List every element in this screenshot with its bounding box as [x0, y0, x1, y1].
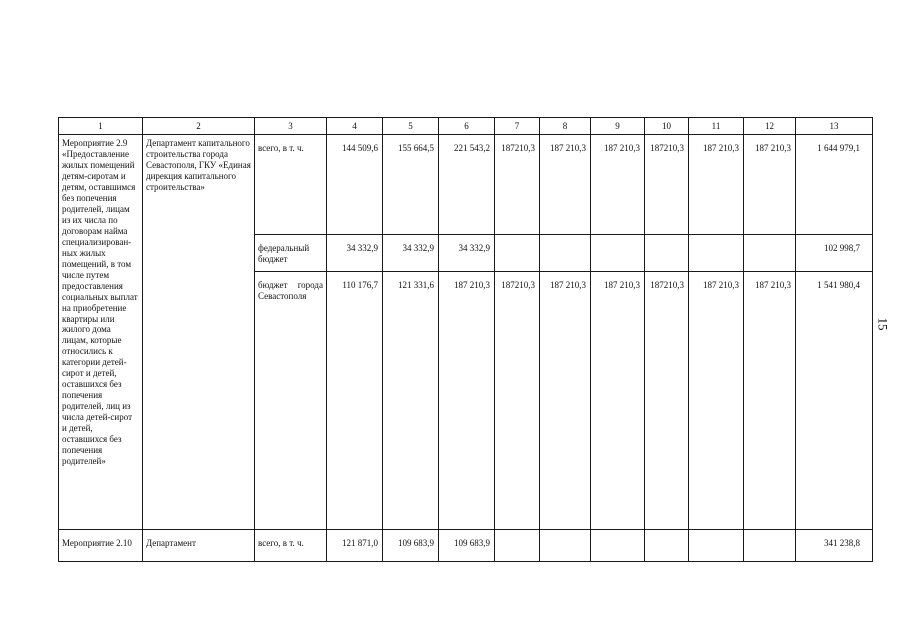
- total-cell: 1 644 979,1: [796, 135, 873, 235]
- col-header-4: 4: [327, 118, 383, 135]
- value-cell: 187 210,3: [439, 272, 495, 530]
- value-cell: 187 210,3: [689, 272, 744, 530]
- col-header-10: 10: [645, 118, 689, 135]
- col-header-12: 12: [744, 118, 796, 135]
- value-cell: 187210,3: [495, 135, 540, 235]
- value-cell: 34 332,9: [439, 235, 495, 272]
- value-cell: [744, 530, 796, 562]
- value-cell: [689, 530, 744, 562]
- funding-source-line: бюджет города: [258, 280, 323, 290]
- value-cell: [540, 235, 591, 272]
- total-cell: 341 238,8: [796, 530, 873, 562]
- total-cell: 1 541 980,4: [796, 272, 873, 530]
- value-cell: [591, 530, 645, 562]
- value-cell: 187 210,3: [689, 135, 744, 235]
- value-cell: [744, 235, 796, 272]
- value-cell: 187210,3: [645, 272, 689, 530]
- value-cell: [591, 235, 645, 272]
- executor-cell: Департамент капитального строительства города Севастополя, ГКУ «Единая дирекция капитального строительства»: [143, 135, 255, 530]
- funding-source-line: бюджет: [258, 253, 288, 264]
- value-cell: [495, 530, 540, 562]
- page-number: 15: [875, 317, 891, 331]
- total-cell: 102 998,7: [796, 235, 873, 272]
- value-cell: [645, 235, 689, 272]
- executor-cell: Департамент: [143, 530, 255, 562]
- funding-source-cell: [255, 235, 327, 272]
- value-cell: 121 331,6: [383, 272, 439, 530]
- funding-source-cell: [255, 272, 327, 530]
- value-cell: [645, 530, 689, 562]
- value-cell: 187 210,3: [591, 135, 645, 235]
- value-cell: 187 210,3: [591, 272, 645, 530]
- value-cell: 187210,3: [645, 135, 689, 235]
- funding-source-line: Севастополя: [258, 290, 307, 301]
- col-header-3: 3: [255, 118, 327, 135]
- value-cell: 109 683,9: [439, 530, 495, 562]
- funding-source-line: федеральный: [258, 243, 310, 253]
- col-header-8: 8: [540, 118, 591, 135]
- column-header-row: [59, 118, 873, 135]
- measure-name-cell: Мероприятие 2.10: [59, 530, 143, 562]
- value-cell: 144 509,6: [327, 135, 383, 235]
- col-header-7: 7: [495, 118, 540, 135]
- col-header-6: 6: [439, 118, 495, 135]
- value-cell: 187 210,3: [540, 272, 591, 530]
- col-header-2: 2: [143, 118, 255, 135]
- value-cell: 110 176,7: [327, 272, 383, 530]
- funding-source-cell: всего, в т. ч.: [255, 530, 327, 562]
- table-row: [59, 530, 873, 562]
- measure-name-cell: Мероприятие 2.9 «Предоставление жилых помещений детям-сиротам и детям, оставшимся без попечения родителей, лицам из их числа по договорам найма специализирован-ных жилых помещений, в том числе путем предоставления социальных выплат на приобретение квартиры или жилого дома лицам, которые относились к категории детей-сирот и детей, оставшихся без попечения родителей, лиц из числа детей-сирот и детей, оставшихся без попечения родителей»: [59, 135, 143, 530]
- value-cell: [495, 235, 540, 272]
- value-cell: [540, 530, 591, 562]
- budget-table: [58, 117, 873, 562]
- col-header-9: 9: [591, 118, 645, 135]
- value-cell: 121 871,0: [327, 530, 383, 562]
- col-header-11: 11: [689, 118, 744, 135]
- col-header-1: 1: [59, 118, 143, 135]
- value-cell: 187210,3: [495, 272, 540, 530]
- value-cell: 187 210,3: [744, 135, 796, 235]
- value-cell: 109 683,9: [383, 530, 439, 562]
- value-cell: 187 210,3: [540, 135, 591, 235]
- value-cell: 34 332,9: [327, 235, 383, 272]
- col-header-5: 5: [383, 118, 439, 135]
- table-row: [59, 135, 873, 235]
- value-cell: 155 664,5: [383, 135, 439, 235]
- value-cell: [689, 235, 744, 272]
- funding-source-cell: всего, в т. ч.: [255, 135, 327, 235]
- value-cell: 187 210,3: [744, 272, 796, 530]
- value-cell: 34 332,9: [383, 235, 439, 272]
- col-header-13: 13: [796, 118, 873, 135]
- value-cell: 221 543,2: [439, 135, 495, 235]
